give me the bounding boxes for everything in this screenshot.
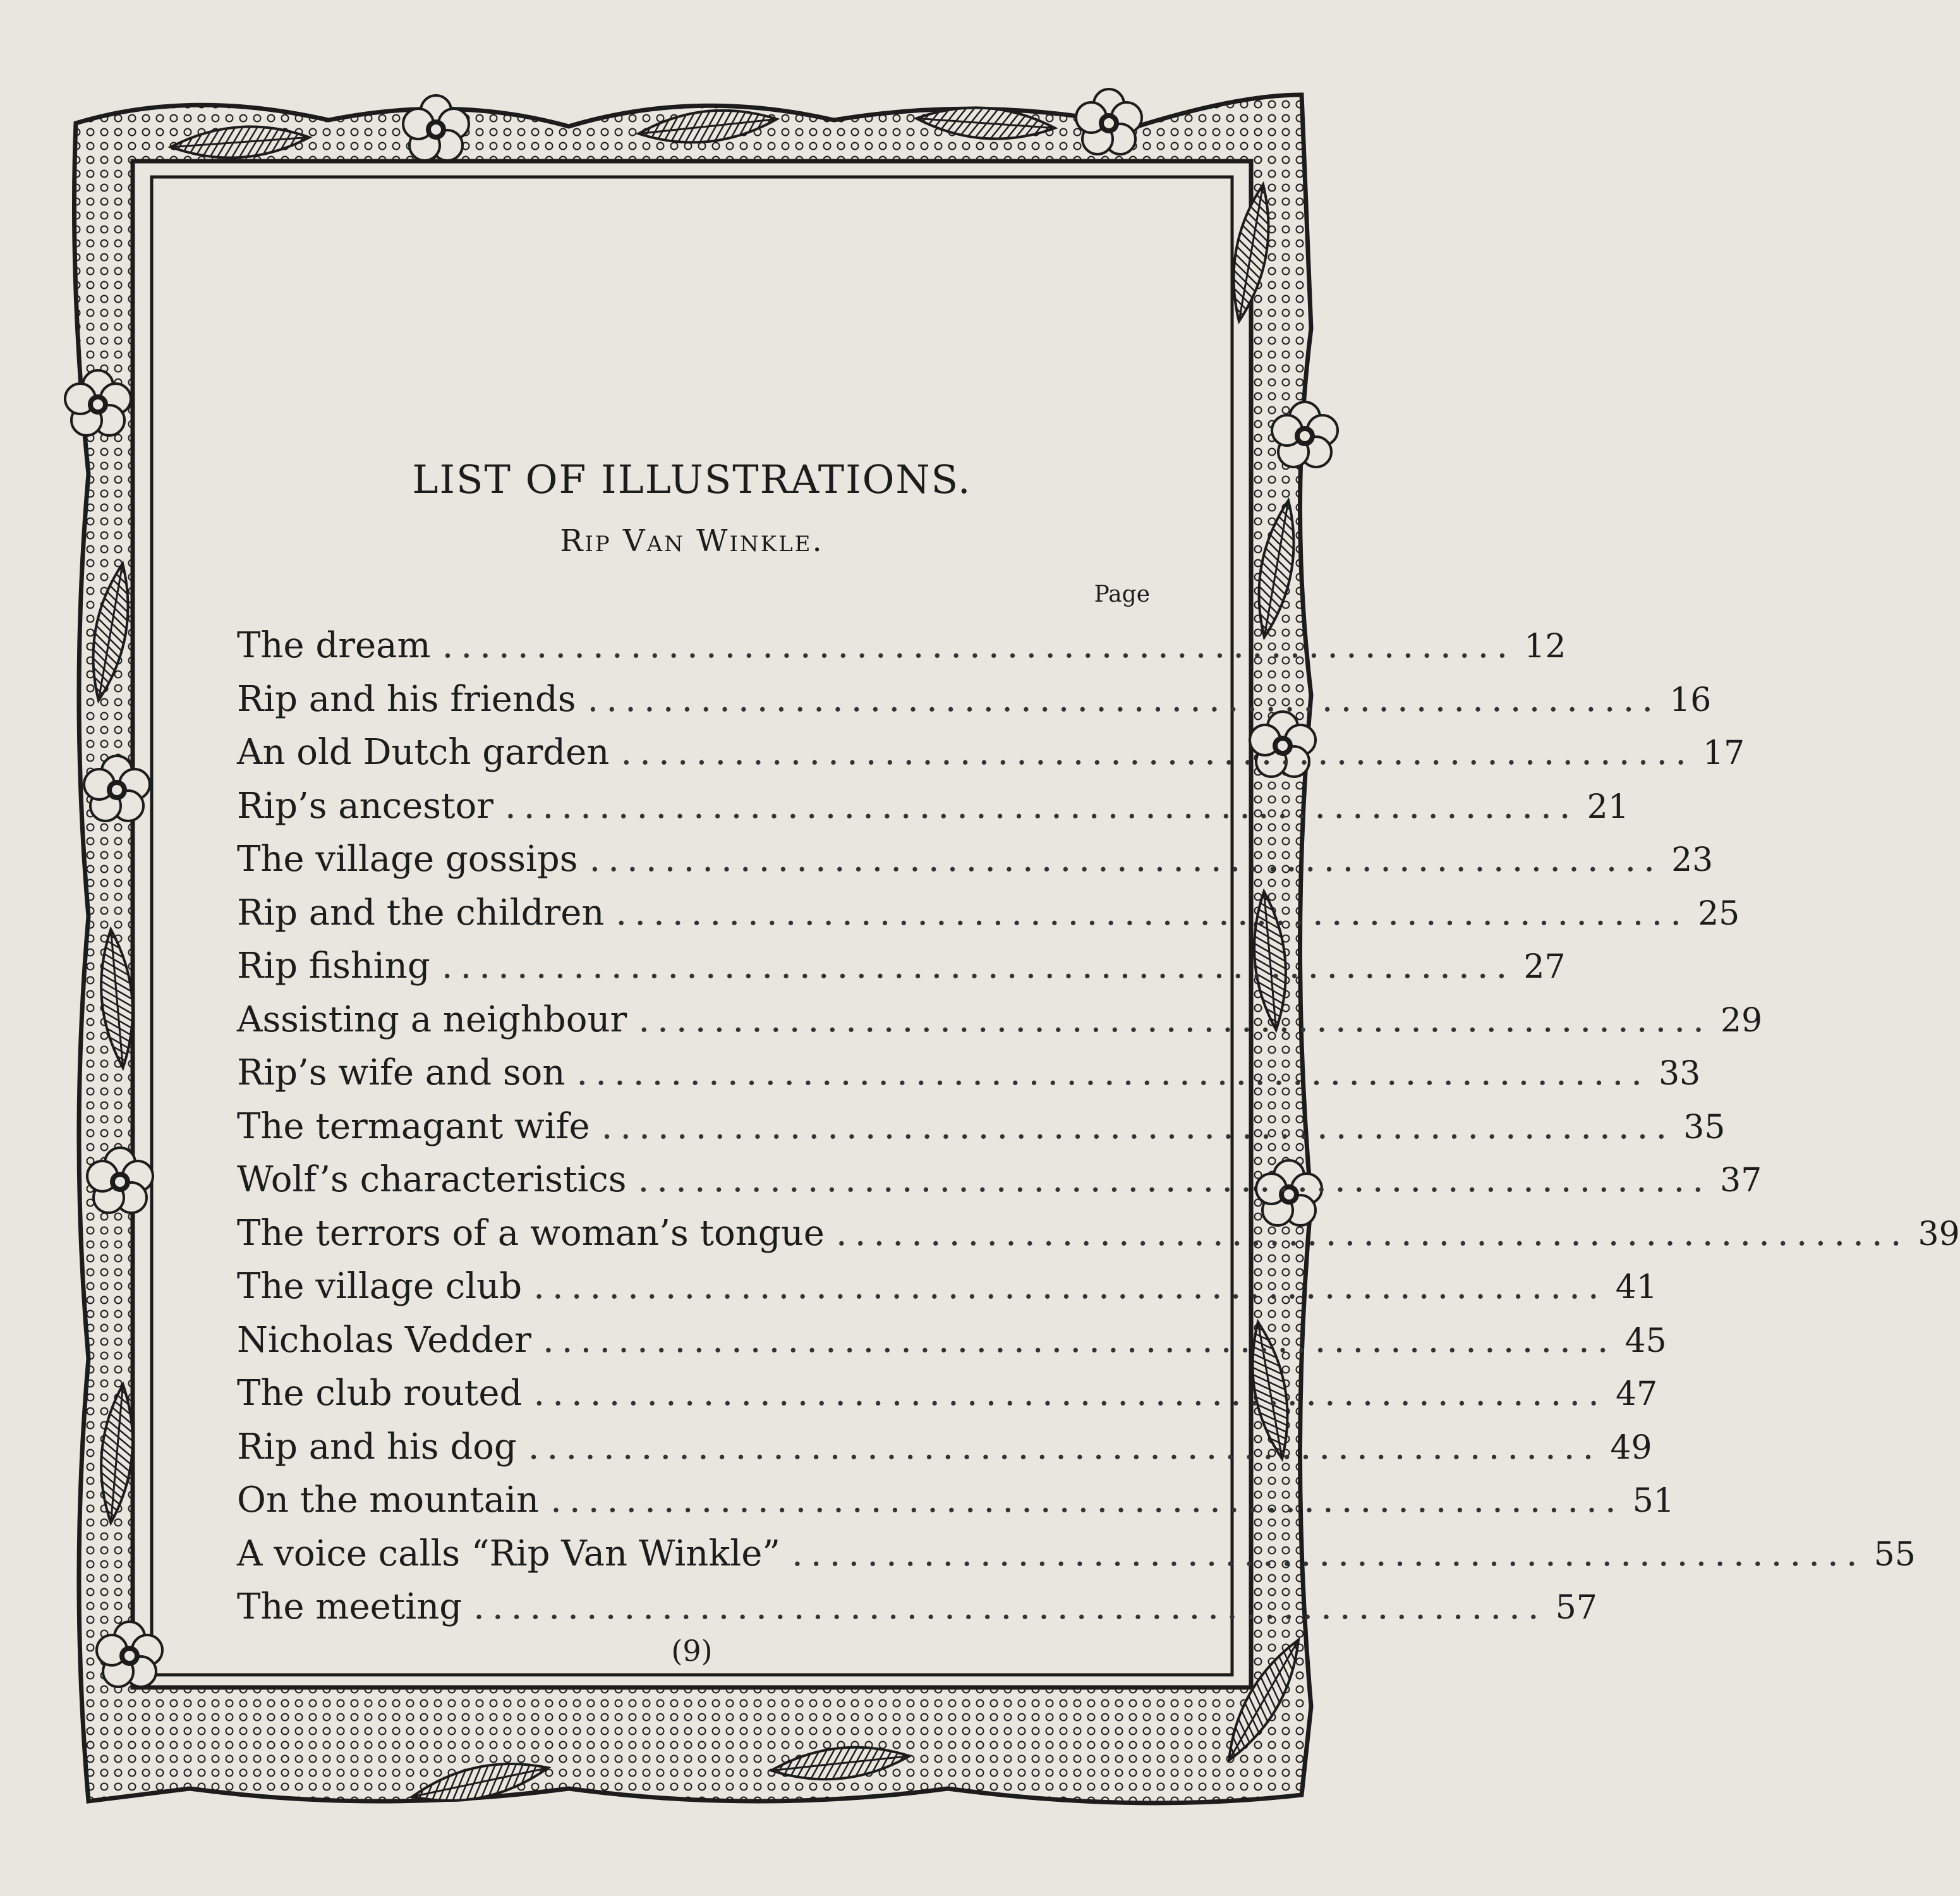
- entry-page: 47: [1616, 1375, 1658, 1413]
- entry-label: The club routed: [237, 1373, 523, 1414]
- entry-page: 16: [1669, 681, 1712, 719]
- entry-page: 39: [1918, 1215, 1960, 1253]
- list-item: [237, 833, 1714, 887]
- dot-leader: .........................................................: [620, 732, 1694, 773]
- entry-label: Rip and his dog: [237, 1426, 517, 1468]
- list-item: [237, 994, 1763, 1047]
- entry-page: 35: [1683, 1108, 1726, 1146]
- entry-page: 51: [1632, 1482, 1674, 1520]
- entry-page: 21: [1587, 787, 1629, 826]
- page-number: (9): [671, 1634, 713, 1668]
- dot-leader: .........................................................: [528, 1426, 1602, 1468]
- dot-leader: .........................................................: [504, 785, 1578, 827]
- entry-page: 41: [1615, 1268, 1657, 1306]
- entry-label: Wolf’s characteristics: [237, 1159, 627, 1200]
- entry-page: 45: [1624, 1322, 1667, 1360]
- entry-label: Rip and his friends: [237, 678, 576, 720]
- list-item: [237, 1047, 1701, 1100]
- entry-label: Rip and the children: [237, 892, 605, 933]
- dot-leader: .........................................................: [835, 1212, 1909, 1254]
- list-item: [237, 1581, 1597, 1634]
- entry-page: 17: [1703, 734, 1745, 772]
- list-item: [237, 1314, 1667, 1368]
- dot-leader: .........................................................: [533, 1266, 1607, 1307]
- dot-leader: .........................................................: [615, 892, 1690, 933]
- page-column-header: Page: [1094, 581, 1150, 607]
- entry-label: The village gossips: [237, 839, 578, 880]
- list-item: [237, 1100, 1726, 1154]
- entry-label: The meeting: [237, 1586, 463, 1627]
- entry-page: 33: [1659, 1055, 1701, 1093]
- entry-page: 23: [1671, 841, 1714, 879]
- entry-page: 49: [1610, 1428, 1652, 1467]
- dot-leader: .........................................................: [473, 1586, 1547, 1627]
- dot-leader: .........................................................: [792, 1533, 1865, 1574]
- dot-leader: .........................................................: [587, 678, 1661, 720]
- page-content: [155, 177, 1960, 1681]
- list-item: [237, 1367, 1658, 1421]
- entry-label: Nicholas Vedder: [237, 1319, 531, 1361]
- dot-leader: .........................................................: [576, 1052, 1650, 1093]
- entry-page: 37: [1720, 1162, 1762, 1200]
- entry-page: 25: [1698, 894, 1740, 933]
- dot-leader: .........................................................: [589, 839, 1663, 880]
- list-item: [237, 1474, 1674, 1528]
- entry-page: 12: [1524, 628, 1566, 665]
- entry-label: An old Dutch garden: [237, 732, 610, 773]
- entry-label: Assisting a neighbour: [237, 999, 627, 1040]
- entry-label: The termagant wife: [237, 1105, 590, 1147]
- list-item: [237, 1207, 1960, 1261]
- dot-leader: .........................................................: [550, 1480, 1624, 1521]
- list-item: [237, 887, 1740, 940]
- dot-leader: .........................................................: [441, 945, 1515, 987]
- entry-label: The terrors of a woman’s tongue: [237, 1212, 825, 1254]
- entry-page: 55: [1873, 1535, 1916, 1574]
- entry-label: Rip fishing: [237, 945, 430, 987]
- list-item: [237, 1528, 1916, 1581]
- entry-label: The dream: [237, 625, 431, 666]
- list-item: [237, 780, 1629, 834]
- list-item: [237, 940, 1566, 994]
- list-item: [237, 619, 1566, 673]
- entry-page: 57: [1555, 1589, 1597, 1627]
- list-item: [237, 1153, 1762, 1207]
- dot-leader: .........................................................: [638, 1159, 1712, 1200]
- entry-page: 29: [1720, 1001, 1763, 1040]
- dot-leader: .........................................................: [533, 1373, 1607, 1414]
- entry-label: The village club: [237, 1266, 523, 1307]
- list-item: [237, 726, 1745, 780]
- dot-leader: .........................................................: [542, 1319, 1616, 1361]
- list-item: [237, 1421, 1652, 1474]
- entry-label: Rip’s ancestor: [237, 785, 493, 827]
- page-title: LIST OF ILLUSTRATIONS.: [412, 456, 972, 502]
- entry-label: Rip’s wife and son: [237, 1052, 566, 1093]
- list-item: [237, 1260, 1657, 1314]
- list-item: [237, 673, 1712, 727]
- dot-leader: .........................................................: [601, 1105, 1675, 1147]
- entry-page: 27: [1523, 948, 1566, 986]
- dot-leader: .........................................................: [442, 625, 1516, 666]
- dot-leader: .........................................................: [638, 999, 1712, 1040]
- section-title: Rip Van Winkle.: [560, 523, 824, 559]
- entry-label: On the mountain: [237, 1480, 540, 1521]
- illustrations-list: [237, 619, 1960, 1634]
- entry-label: A voice calls “Rip Van Winkle”: [237, 1533, 780, 1574]
